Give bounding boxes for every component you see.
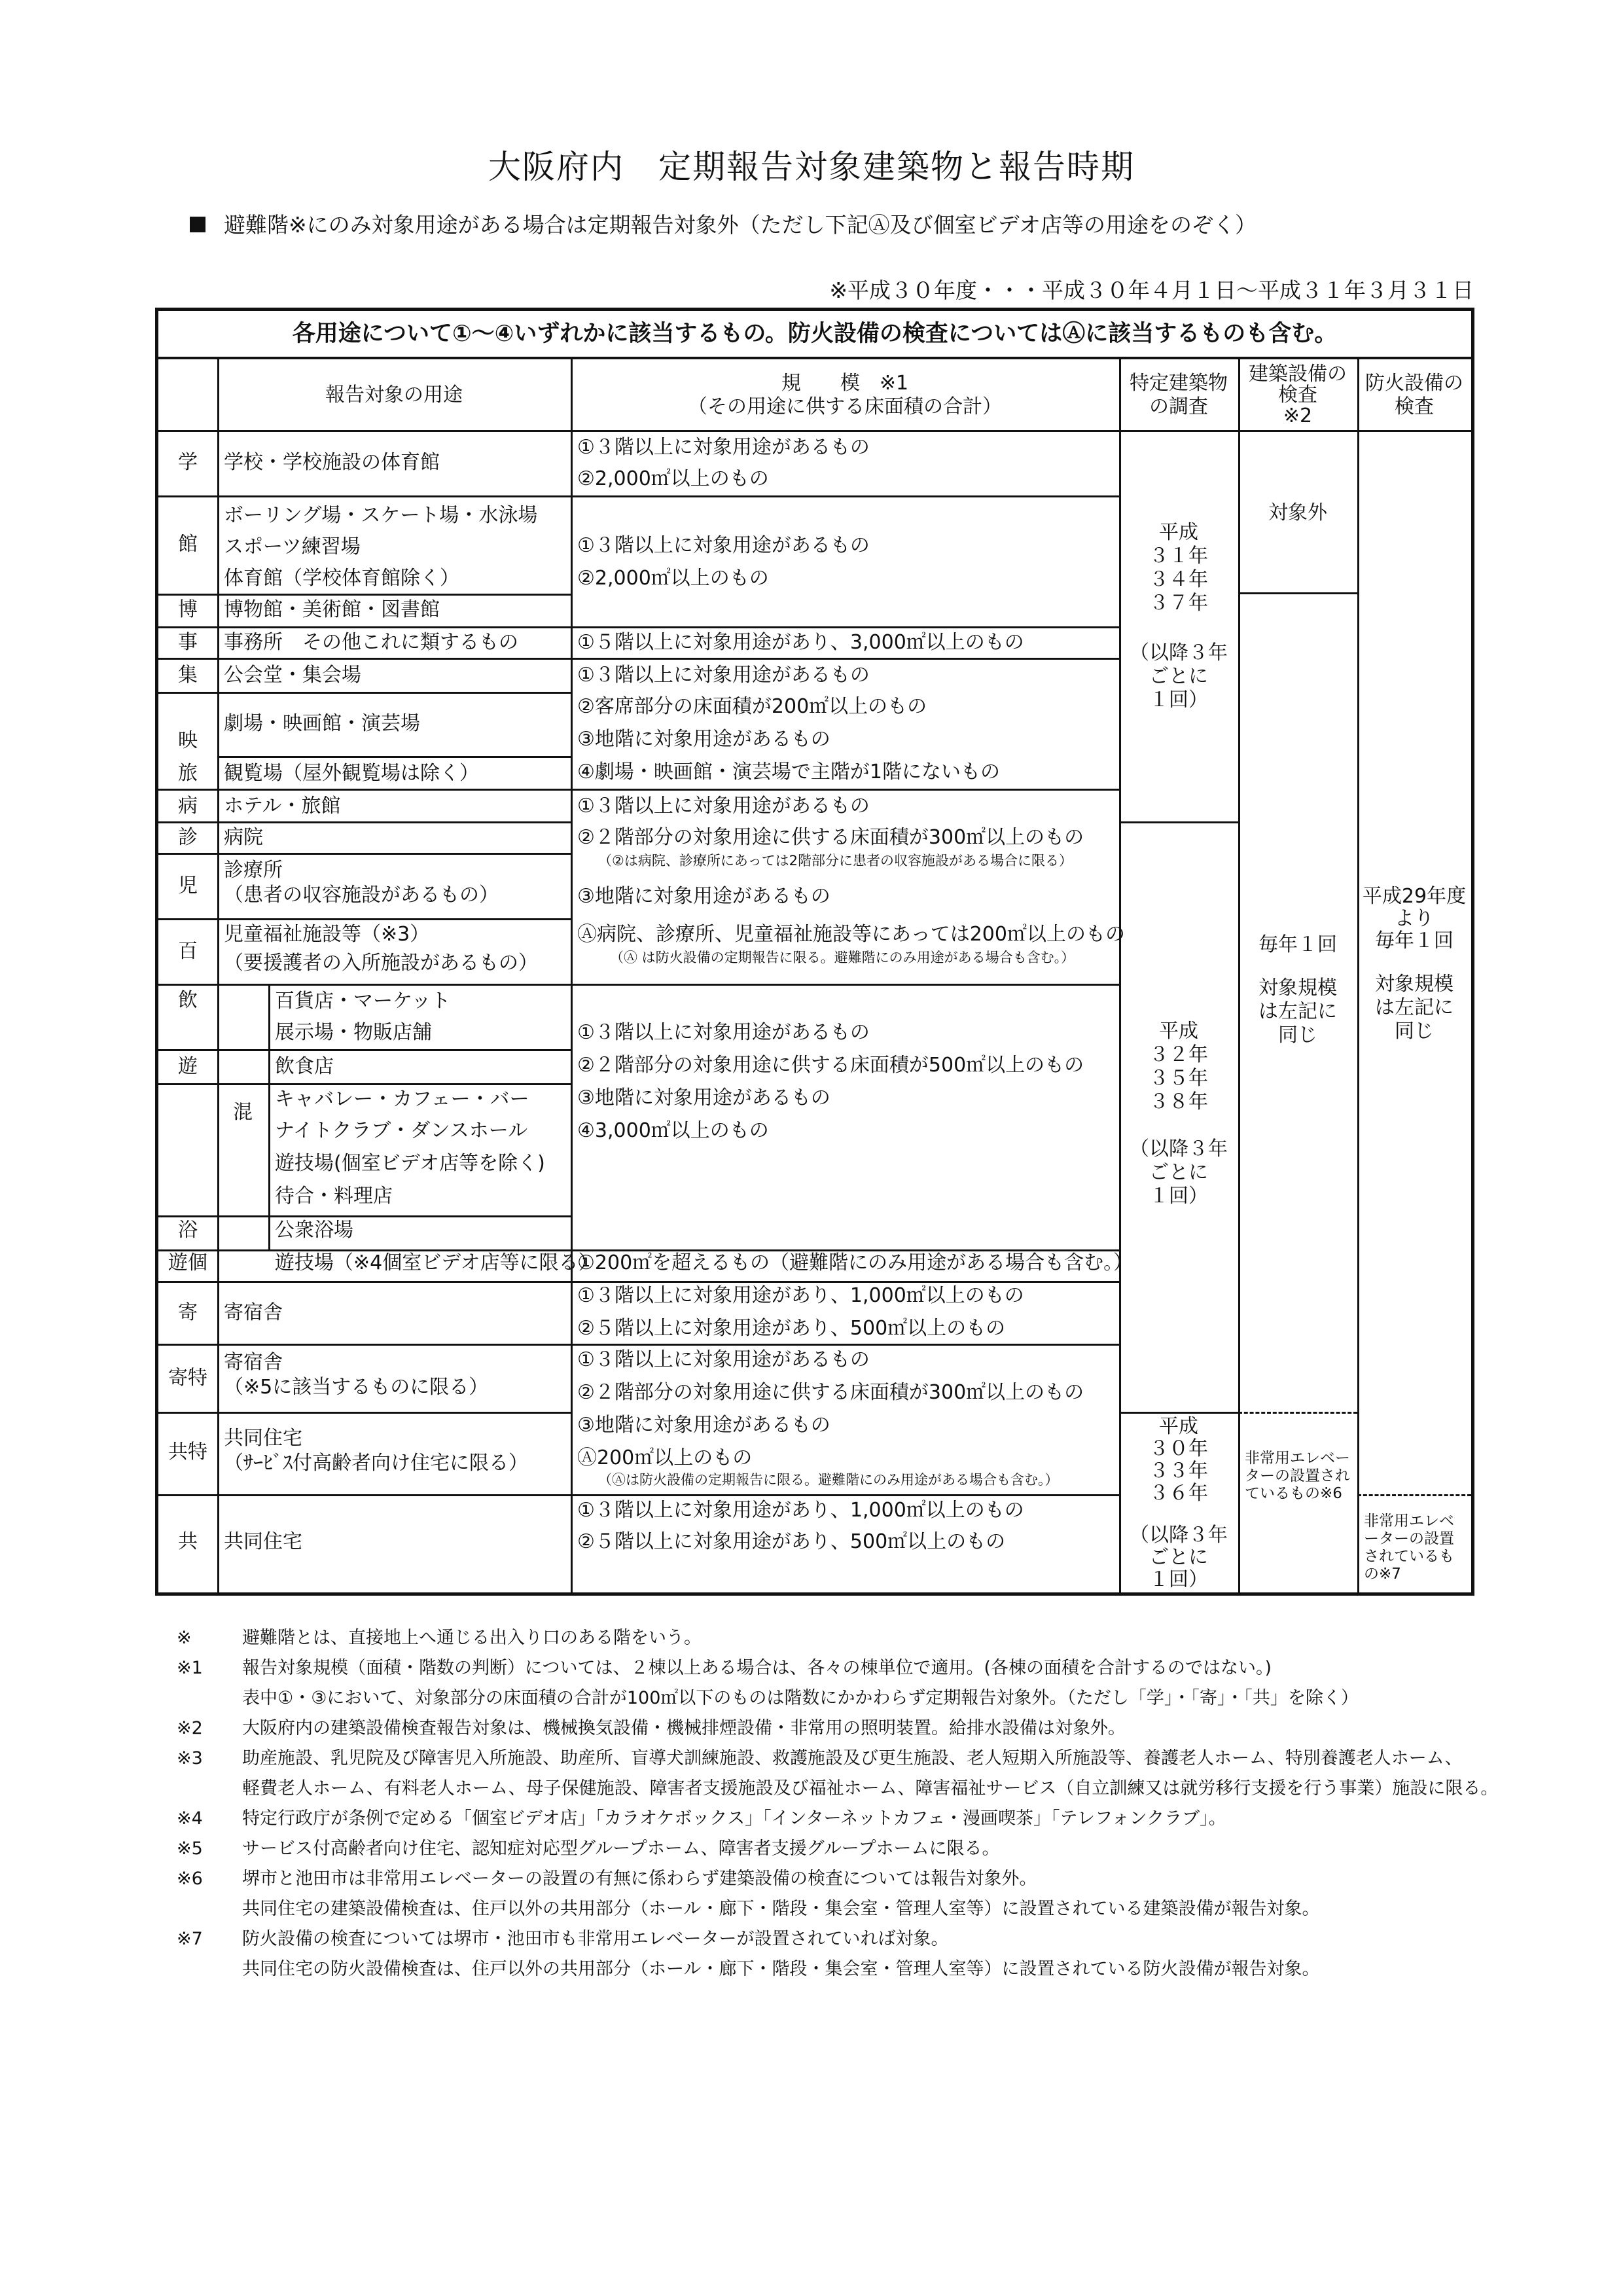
use-gaku: 学校・学校施設の体育館 (224, 451, 440, 474)
scale-ryo2-note: （②は病院、診療所にあっては2階部分に患者の収容施設がある場合に限る） (598, 853, 1073, 869)
code-kitoku: 寄特 (168, 1367, 207, 1390)
col-line (217, 357, 219, 1592)
use-in: 飲食店 (275, 1055, 334, 1078)
col-header-scale: 規 模 ※1 (781, 372, 909, 395)
use-shin2: （患者の収容施設があるもの） (224, 884, 499, 906)
use-ryo: ホテル・旅館 (224, 795, 341, 817)
equipment-excluded: 対象外 (1268, 501, 1327, 524)
survey-a1: 平成 (1159, 521, 1198, 544)
footnote-mark: ※4 (177, 1808, 203, 1829)
row-line (158, 984, 1119, 986)
footnote (177, 1834, 1498, 1864)
code-kyotoku: 共特 (168, 1441, 207, 1463)
fire-same-3: 同じ (1395, 1020, 1434, 1043)
row-line (217, 756, 571, 758)
footnote-mark: ※6 (177, 1869, 203, 1889)
survey-b6: ごとに (1149, 1161, 1208, 1184)
code-yu: 遊 (178, 1055, 198, 1078)
use-yu1: キャバレー・カフェー・バー (275, 1088, 529, 1111)
footnote (177, 1804, 1498, 1834)
survey-a3: ３４年 (1149, 568, 1208, 591)
footnote-line: 助産施設、乳児院及び障害児入所施設、助産所、盲導犬訓練施設、救護施設及び更生施設、老人短期入所施設等、養護老人ホーム、特別養護老人ホーム、 (242, 1748, 1463, 1768)
fire-f2: より (1395, 907, 1434, 930)
code-ji: 事 (178, 631, 198, 654)
dashed-line (1238, 1412, 1357, 1414)
col-line (268, 984, 270, 1249)
scale-kt1: ①３階以上に対象用途があるもの (577, 1348, 870, 1371)
col-header-equipment-2: 検査 (1278, 384, 1317, 406)
use-shu: 公会堂・集会場 (224, 664, 361, 687)
survey-c7: １回） (1149, 1568, 1208, 1591)
fire-same-2: は左記に (1375, 996, 1454, 1019)
col-header-building-2: の調査 (1149, 395, 1208, 418)
code-haku: 博 (178, 598, 198, 621)
col-header-scale-sub: （その用途に供する床面積の合計） (688, 395, 1002, 418)
col-header-building: 特定建築物 (1130, 372, 1228, 395)
use-byo: 病院 (224, 826, 263, 849)
scale-ki2: ②５階以上に対象用途があり、500㎡以上のもの (577, 1317, 1006, 1340)
scale-gaku2: ②2,000㎡以上のもの (577, 467, 769, 490)
row-line (268, 1215, 571, 1217)
use-ei2: 観覧場（屋外観覧場は除く） (224, 762, 479, 785)
footnote-mark: ※7 (177, 1929, 203, 1949)
row-line (158, 1083, 571, 1085)
survey-a2: ３１年 (1149, 545, 1208, 567)
use-ji: 事務所 その他これに類するもの (224, 631, 518, 654)
survey-c3: ３３年 (1149, 1460, 1208, 1482)
row-line (158, 789, 1119, 791)
scale-kt2: ②２階部分の対象用途に供する床面積が300㎡以上のもの (577, 1381, 1084, 1404)
col-header-fire: 防火設備の (1365, 372, 1463, 395)
row-line (158, 1412, 571, 1414)
scale-kyo2: ②５階以上に対象用途があり、500㎡以上のもの (577, 1530, 1006, 1553)
footnote-mark: ※5 (177, 1839, 203, 1859)
survey-c4: ３６年 (1149, 1482, 1208, 1505)
scale-ryo2: ②２階部分の対象用途に供する床面積が300㎡以上のもの (577, 826, 1084, 849)
page-title: 大阪府内 定期報告対象建築物と報告時期 (488, 148, 1135, 186)
footnote (177, 1623, 1498, 1653)
scale-kan1: ①３階以上に対象用途があるもの (577, 534, 870, 557)
code-kon: 混 (233, 1101, 253, 1124)
footnotes (177, 1623, 1498, 1984)
survey-a5: （以降３年 (1130, 641, 1228, 664)
use-hyaku1: 百貨店・マーケット (275, 990, 451, 1013)
code-byo: 病 (178, 795, 198, 817)
footnote-line: 共同住宅の防火設備検査は、住戸以外の共用部分（ホール・廊下・階段・集会室・管理人室等）に設置されている防火設備が報告対象。 (242, 1959, 1320, 1979)
use-kyotoku1: 共同住宅 (224, 1427, 302, 1450)
row-line (268, 1049, 571, 1051)
use-yu2: ナイトクラブ・ダンスホール (275, 1119, 528, 1142)
survey-b4: ３８年 (1149, 1090, 1208, 1113)
use-ji2a: 児童福祉施設等（※3） (224, 923, 430, 946)
fire-f1: 平成29年度 (1362, 885, 1467, 908)
fire-same-1: 対象規模 (1375, 973, 1454, 996)
survey-c5: （以降３年 (1130, 1524, 1228, 1547)
col-header-equipment-3: ※2 (1283, 404, 1313, 427)
equipment-yearly: 毎年１回 (1258, 933, 1337, 956)
scale-kt3: ③地階に対象用途があるもの (577, 1414, 830, 1437)
row-line (158, 821, 571, 823)
code-ki: 寄 (178, 1301, 198, 1324)
equipment-same-3: 同じ (1278, 1024, 1317, 1047)
footnote-mark: ※2 (177, 1718, 203, 1738)
scale-ktA-note: （Ⓐは防火設備の定期報告に限る。避難階にのみ用途がある場合も含む。） (598, 1472, 1059, 1488)
use-kyotoku2: （ｻｰﾋﾞｽ付高齢者向け住宅に限る） (224, 1452, 528, 1475)
survey-a6: ごとに (1149, 665, 1208, 688)
use-shin1: 診療所 (224, 859, 283, 882)
row-line (158, 1281, 1119, 1283)
subtitle-text: 避難階※にのみ対象用途がある場合は定期報告対象外（ただし下記Ⓐ及び個室ビデオ店等の用途をのぞく） (224, 212, 1257, 238)
table-header-banner: 各用途について①～④いずれかに該当するもの。防火設備の検査についてはⒶに該当するものも含む。 (158, 311, 1471, 359)
footnote-mark: ※1 (177, 1658, 203, 1678)
scale-ryoA: Ⓐ病院、診療所、児童福祉施設等にあっては200㎡以上のもの (577, 923, 1125, 946)
footnote (177, 1744, 1498, 1804)
use-yuko: 遊技場（※4個室ビデオ店等に限る） (275, 1251, 598, 1274)
footnote-line: 避難階とは、直接地上へ通じる出入り口のある階をいう。 (242, 1628, 702, 1648)
scale-mix3: ③地階に対象用途があるもの (577, 1086, 830, 1109)
scale-ei1: ①３階以上に対象用途があるもの (577, 664, 870, 687)
footnote (177, 1924, 1498, 1984)
dashed-line (1357, 1494, 1471, 1496)
fire-elevator-note: 非常用エレベーターの設置されているもの※7 (1364, 1513, 1454, 1583)
scale-kan2: ②2,000㎡以上のもの (577, 567, 769, 590)
use-yu3: 遊技場(個室ビデオ店等を除く) (275, 1152, 545, 1175)
use-kyo: 共同住宅 (224, 1530, 302, 1553)
scale-kyo1: ①３階以上に対象用途があり、1,000㎡以上のもの (577, 1499, 1024, 1522)
survey-a7: １回） (1149, 689, 1208, 711)
scale-mix1: ①３階以上に対象用途があるもの (577, 1021, 870, 1044)
row-line (1119, 1412, 1238, 1414)
survey-b7: １回） (1149, 1185, 1208, 1208)
footnote-mark: ※3 (177, 1748, 203, 1768)
code-ei: 映 (178, 729, 198, 752)
scale-ei2: ②客席部分の床面積が200㎡以上のもの (577, 695, 927, 718)
use-kan3: 体育館（学校体育館除く） (224, 567, 459, 590)
scale-gaku1: ①３階以上に対象用途があるもの (577, 436, 870, 459)
use-ji2b: （要援護者の入所施設があるもの） (224, 952, 538, 975)
col-header-equipment: 建築設備の (1249, 363, 1347, 386)
equipment-elevator-note: 非常用エレベーターの設置されているもの※6 (1245, 1450, 1350, 1502)
footnote-line: 表中①・③において、対象部分の床面積の合計が100㎡以下のものは階数にかかわらず定期報告対象外。（ただし「学」・「寄」・「共」を除く） (242, 1688, 1359, 1708)
row-line (158, 1049, 268, 1051)
use-haku: 博物館・美術館・図書館 (224, 598, 440, 621)
col-line (571, 357, 573, 1592)
equipment-same-1: 対象規模 (1258, 977, 1337, 999)
report-table (155, 308, 1474, 1596)
use-kitoku1: 寄宿舎 (224, 1351, 283, 1374)
survey-a4: ３７年 (1149, 592, 1208, 615)
use-hyaku2: 展示場・物販店舗 (275, 1021, 432, 1044)
footnote (177, 1713, 1498, 1744)
code-yuko: 遊個 (168, 1251, 207, 1274)
footnote-line: 軽費老人ホーム、有料老人ホーム、母子保健施設、障害者支援施設及び福祉ホーム、障害福祉サービス（自立訓練又は就労移行支援を行う事業）施設に限る。 (242, 1778, 1499, 1799)
use-kitoku2: （※5に該当するものに限る） (224, 1376, 489, 1399)
scale-yuko: ①200㎡を超えるもの（避難階にのみ用途がある場合も含む。） (577, 1251, 1133, 1274)
use-kan2: スポーツ練習場 (224, 535, 361, 558)
survey-b5: （以降３年 (1130, 1138, 1228, 1160)
scale-ryoA-note: （Ⓐ は防火設備の定期報告に限る。避難階にのみ用途がある場合も含む。） (610, 950, 1075, 965)
col-header-use: 報告対象の用途 (325, 384, 463, 406)
survey-b2: ３２年 (1149, 1043, 1208, 1066)
subtitle (190, 208, 1257, 239)
footnote-line: 共同住宅の建築設備検査は、住戸以外の共用部分（ホール・廊下・階段・集会室・管理人室等）に設置されている建築設備が報告対象。 (242, 1899, 1320, 1919)
footnote-line: 特定行政庁が条例で定める「個室ビデオ店」「カラオケボックス」「インターネットカフェ・漫画喫茶」「テレフォンクラブ」。 (242, 1808, 1226, 1829)
row-line (158, 430, 1471, 432)
scale-ryo1: ①３階以上に対象用途があるもの (577, 795, 870, 817)
code-shu: 集 (178, 664, 198, 687)
survey-b1: 平成 (1159, 1020, 1198, 1043)
scale-ryo3: ③地階に対象用途があるもの (577, 885, 830, 908)
scale-ji: ①５階以上に対象用途があり、3,000㎡以上のもの (577, 631, 1024, 654)
col-header-fire-2: 検査 (1395, 395, 1434, 418)
scale-ktA: Ⓐ200㎡以上のもの (577, 1446, 753, 1469)
survey-b3: ３５年 (1149, 1067, 1208, 1090)
code-ryo: 旅 (178, 762, 198, 785)
row-line (1119, 821, 1238, 823)
code-yoku: 浴 (178, 1219, 198, 1242)
use-kan1: ボーリング場・スケート場・水泳場 (224, 504, 538, 527)
footnote-line: サービス付高齢者向け住宅、認知症対応型グループホーム、障害者支援グループホームに限る。 (242, 1839, 1000, 1859)
row-line (158, 1344, 1119, 1346)
scale-mix2: ②２階部分の対象用途に供する床面積が500㎡以上のもの (577, 1054, 1084, 1077)
use-ki: 寄宿舎 (224, 1301, 283, 1324)
square-bullet-icon (190, 217, 205, 232)
row-line (158, 918, 571, 920)
survey-c2: ３０年 (1149, 1437, 1208, 1460)
use-ei1: 劇場・映画館・演芸場 (224, 712, 420, 735)
code-kyo: 共 (178, 1530, 198, 1553)
scale-ei4: ④劇場・映画館・演芸場で主階が1階にないもの (577, 761, 1000, 783)
row-line (158, 692, 571, 694)
footnote-line: 大阪府内の建築設備検査報告対象は、機械換気設備・機械排煙設備・非常用の照明装置。給排水設備は対象外。 (242, 1718, 1126, 1738)
footnote (177, 1653, 1498, 1713)
scale-mix4: ④3,000㎡以上のもの (577, 1119, 769, 1142)
footnote-line: 防火設備の検査については堺市・池田市も非常用エレベーターが設置されていれば対象。 (242, 1929, 949, 1949)
scale-ki1: ①３階以上に対象用途があり、1,000㎡以上のもの (577, 1284, 1024, 1307)
survey-c6: ごとに (1149, 1546, 1208, 1569)
code-ji2: 児 (178, 874, 198, 897)
row-line (158, 853, 571, 855)
footnote (177, 1864, 1498, 1924)
row-line (1238, 592, 1357, 594)
row-line (158, 495, 1119, 497)
code-shin: 診 (178, 826, 198, 849)
code-gaku: 学 (178, 451, 198, 474)
scale-ei3: ③地階に対象用途があるもの (577, 728, 830, 751)
period-text: ※平成３０年度・・・平成３０年４月１日～平成３１年３月３１日 (829, 278, 1474, 303)
col-line (1238, 357, 1240, 1592)
row-line (158, 594, 571, 596)
fire-f3: 毎年１回 (1375, 929, 1454, 952)
row-line (158, 1494, 1119, 1496)
row-line (158, 658, 1119, 660)
code-in: 飲 (178, 989, 198, 1012)
use-yoku: 公衆浴場 (275, 1219, 353, 1242)
code-kan: 館 (178, 533, 198, 556)
row-line (158, 1215, 268, 1217)
use-yu4: 待合・料理店 (275, 1185, 393, 1208)
footnote-mark: ※ (177, 1628, 192, 1648)
code-hyaku: 百 (178, 940, 198, 963)
survey-c1: 平成 (1159, 1415, 1198, 1438)
footnote-line: 報告対象規模（面積・階数の判断）については、２棟以上ある場合は、各々の棟単位で適用。(各棟の面積を合計するのではない。) (242, 1658, 1272, 1678)
footnote-line: 堺市と池田市は非常用エレベーターの設置の有無に係わらず建築設備の検査については報告対象外。 (242, 1869, 1037, 1889)
equipment-same-2: は左記に (1258, 1000, 1337, 1023)
row-line (158, 626, 1119, 628)
